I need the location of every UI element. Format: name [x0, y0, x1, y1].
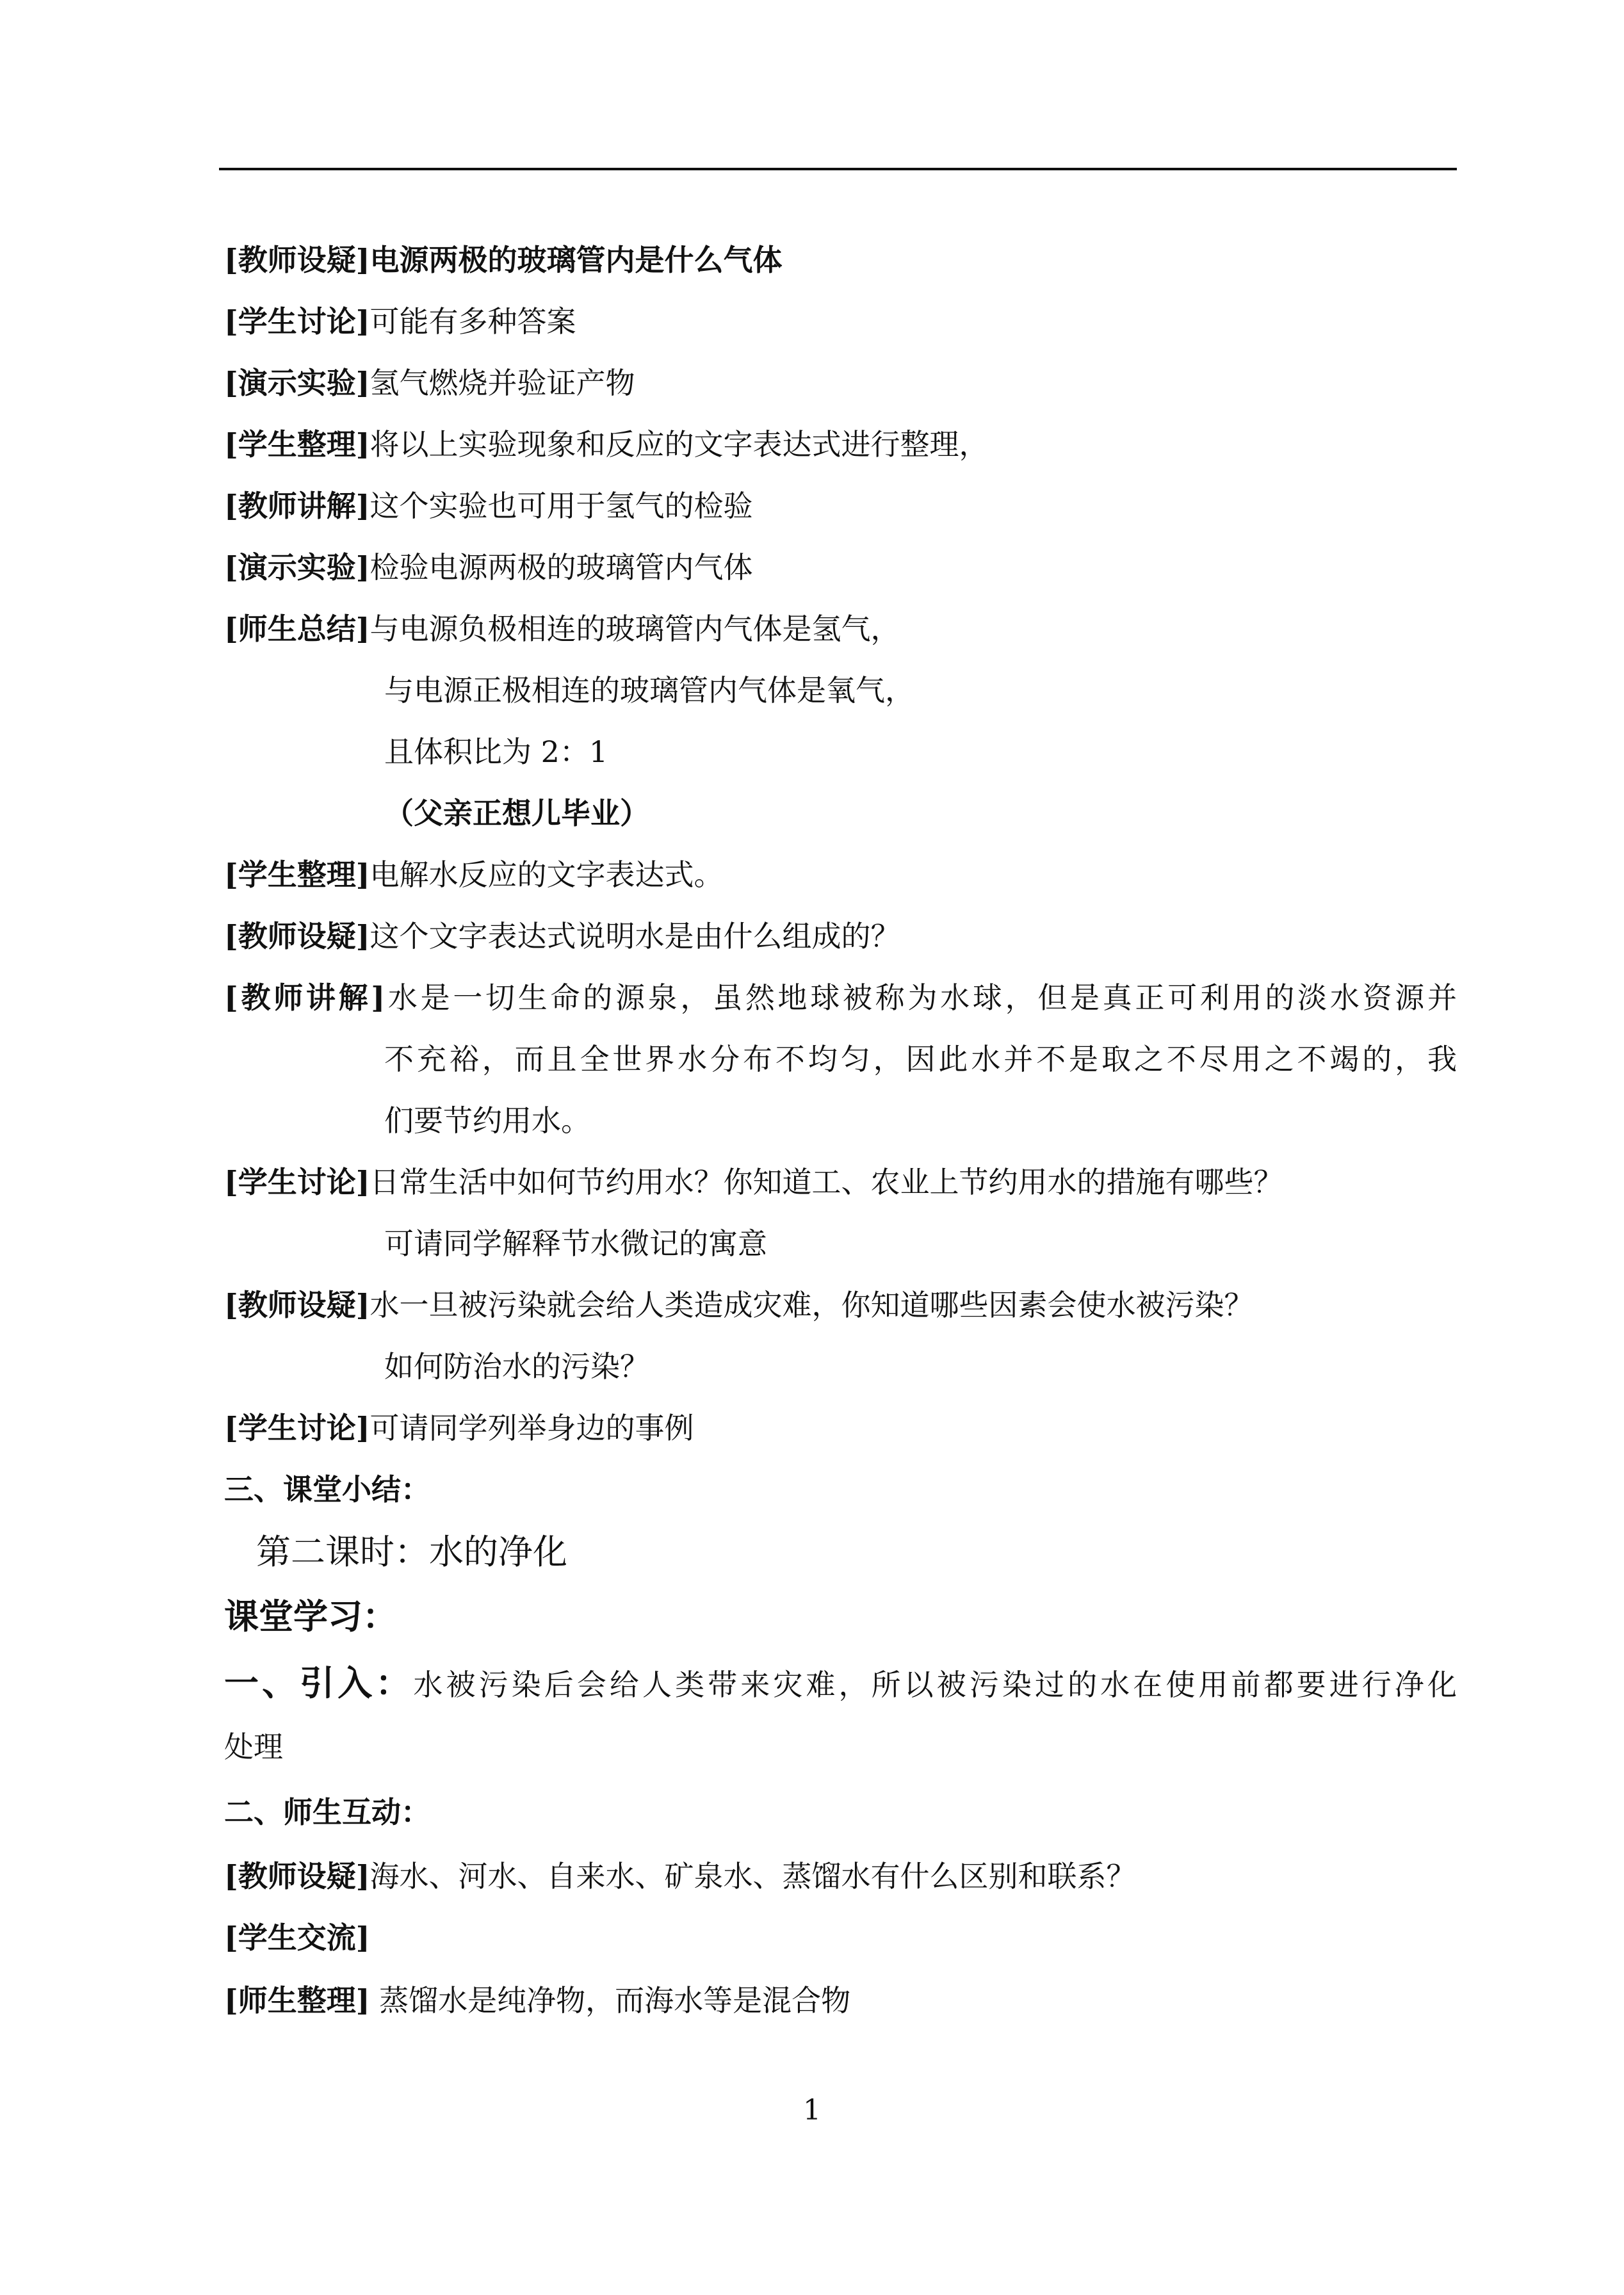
section-heading-summary	[224, 1470, 430, 1509]
section-tag: 一、引入：	[224, 1662, 414, 1703]
section-tag: [学生交流]	[224, 1920, 370, 1955]
line-text: 水一旦被污染就会给人类造成灾难，你知道哪些因素会使水被污染？	[369, 1288, 1254, 1322]
line-2	[224, 302, 576, 341]
line-text: 处理	[224, 1730, 283, 1764]
line-intro-cont	[224, 1728, 283, 1766]
line-12	[224, 917, 900, 955]
line-16	[224, 1163, 1283, 1201]
section-tag: [学生整理]	[224, 427, 370, 462]
line-text: 课堂学习：	[224, 1596, 397, 1637]
section-tag: [学生讨论]	[224, 304, 370, 339]
line-text: 二、师生互动：	[224, 1795, 430, 1829]
line-text: 与电源负极相连的玻璃管内气体是氢气，	[369, 612, 900, 646]
line-text: 电源两极的玻璃管内是什么气体	[369, 243, 783, 277]
line-text: 可请同学解释节水微记的寓意	[384, 1226, 767, 1261]
line-text: 日常生活中如何节约用水？你知道工、农业上节约用水的措施有哪些？	[369, 1165, 1283, 1199]
section-tag: [学生整理]	[224, 857, 370, 892]
lesson-heading	[256, 1533, 567, 1571]
section-tag: [教师设疑]	[224, 1288, 370, 1322]
line-14	[384, 1040, 1457, 1078]
line-6	[224, 548, 753, 587]
section-tag: [教师讲解]	[224, 489, 370, 523]
line-text: 氢气燃烧并验证产物	[369, 366, 635, 400]
line-26	[224, 1857, 1136, 1895]
line-17	[384, 1224, 767, 1263]
line-text: 蒸馏水是纯净物，而海水等是混合物	[369, 1983, 851, 2018]
line-intro	[224, 1664, 1457, 1704]
line-text: 可能有多种答案	[369, 304, 576, 339]
line-text: 海水、河水、自来水、矿泉水、蒸馏水有什么区别和联系？	[369, 1859, 1136, 1894]
line-13	[224, 978, 1457, 1017]
line-text: 如何防治水的污染？	[384, 1349, 649, 1384]
line-8	[384, 671, 914, 710]
section-tag: [学生讨论]	[224, 1411, 370, 1445]
section-tag: [教师设疑]	[224, 919, 370, 953]
line-18	[224, 1286, 1254, 1324]
line-text: 且体积比为 2：1	[384, 734, 608, 769]
line-11	[224, 856, 724, 894]
section-tag: [学生讨论]	[224, 1165, 370, 1199]
line-text: 水被污染后会给人类带来灾难，所以被污染过的水在使用前都要进行净化	[413, 1667, 1458, 1702]
section-tag: [演示实验]	[224, 550, 370, 585]
section-heading-interaction	[224, 1793, 430, 1831]
section-tag: [教师设疑]	[224, 243, 370, 277]
header-rule	[219, 168, 1457, 170]
line-text: 三、课堂小结：	[224, 1472, 430, 1507]
line-28	[224, 1981, 850, 2020]
line-text: 这个文字表达式说明水是由什么组成的？	[369, 919, 900, 953]
line-5	[224, 487, 753, 525]
line-text: 检验电源两极的玻璃管内气体	[369, 550, 753, 585]
line-text: 与电源正极相连的玻璃管内气体是氧气，	[384, 673, 914, 708]
section-tag: [教师设疑]	[224, 1859, 370, 1894]
line-text: 水是一切生命的源泉，虽然地球被称为水球，但是真正可利用的淡水资源并	[385, 980, 1458, 1015]
line-10	[384, 794, 649, 832]
line-text: 不充裕，而且全世界水分布不均匀，因此水并不是取之不尽用之不竭的，我	[384, 1042, 1457, 1076]
line-text: 这个实验也可用于氢气的检验	[369, 489, 753, 523]
line-text: 电解水反应的文字表达式。	[369, 857, 724, 892]
section-tag: [演示实验]	[224, 366, 370, 400]
section-tag: [师生总结]	[224, 612, 370, 646]
line-27	[224, 1918, 370, 1957]
section-tag: [师生整理]	[224, 1983, 370, 2018]
line-text: （父亲正想儿毕业）	[384, 796, 649, 831]
section-tag: [教师讲解]	[224, 980, 386, 1015]
line-text: 可请同学列举身边的事例	[369, 1411, 694, 1445]
line-20	[224, 1409, 694, 1447]
line-4	[224, 425, 989, 464]
line-15	[384, 1101, 590, 1140]
line-3	[224, 364, 635, 402]
line-text: 们要节约用水。	[384, 1103, 590, 1138]
section-heading-study	[224, 1597, 397, 1635]
line-9	[384, 733, 608, 771]
line-text: 第二课时：水的净化	[256, 1532, 567, 1572]
line-text: 将以上实验现象和反应的文字表达式进行整理，	[369, 427, 989, 462]
page-number: 1	[803, 2094, 821, 2127]
line-7	[224, 610, 900, 648]
line-1	[224, 241, 783, 279]
line-19	[384, 1347, 649, 1386]
